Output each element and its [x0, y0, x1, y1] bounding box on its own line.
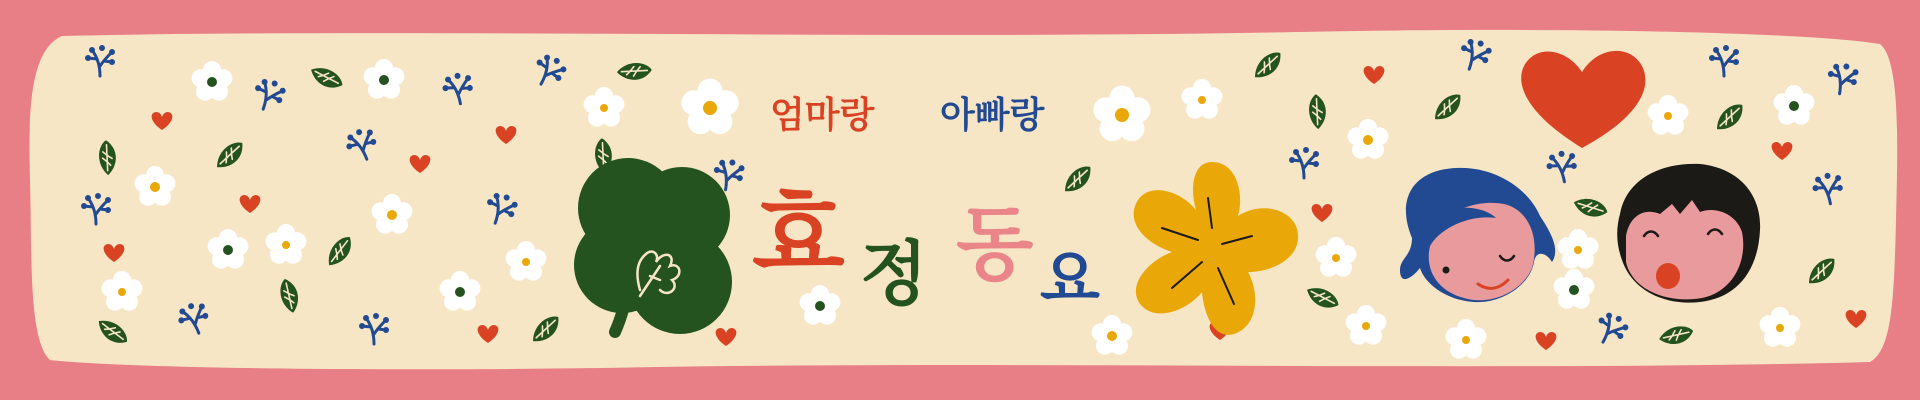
title-char-2: 정 — [860, 233, 928, 315]
title-char-3: 동 — [956, 198, 1034, 291]
subtitle-right: 아빠랑 — [940, 95, 1045, 136]
subtitle-left: 엄마랑 — [770, 95, 875, 136]
title-char-4: 요 — [1040, 242, 1100, 315]
father-face — [1617, 164, 1760, 303]
title-char-1: 효 — [752, 179, 845, 291]
